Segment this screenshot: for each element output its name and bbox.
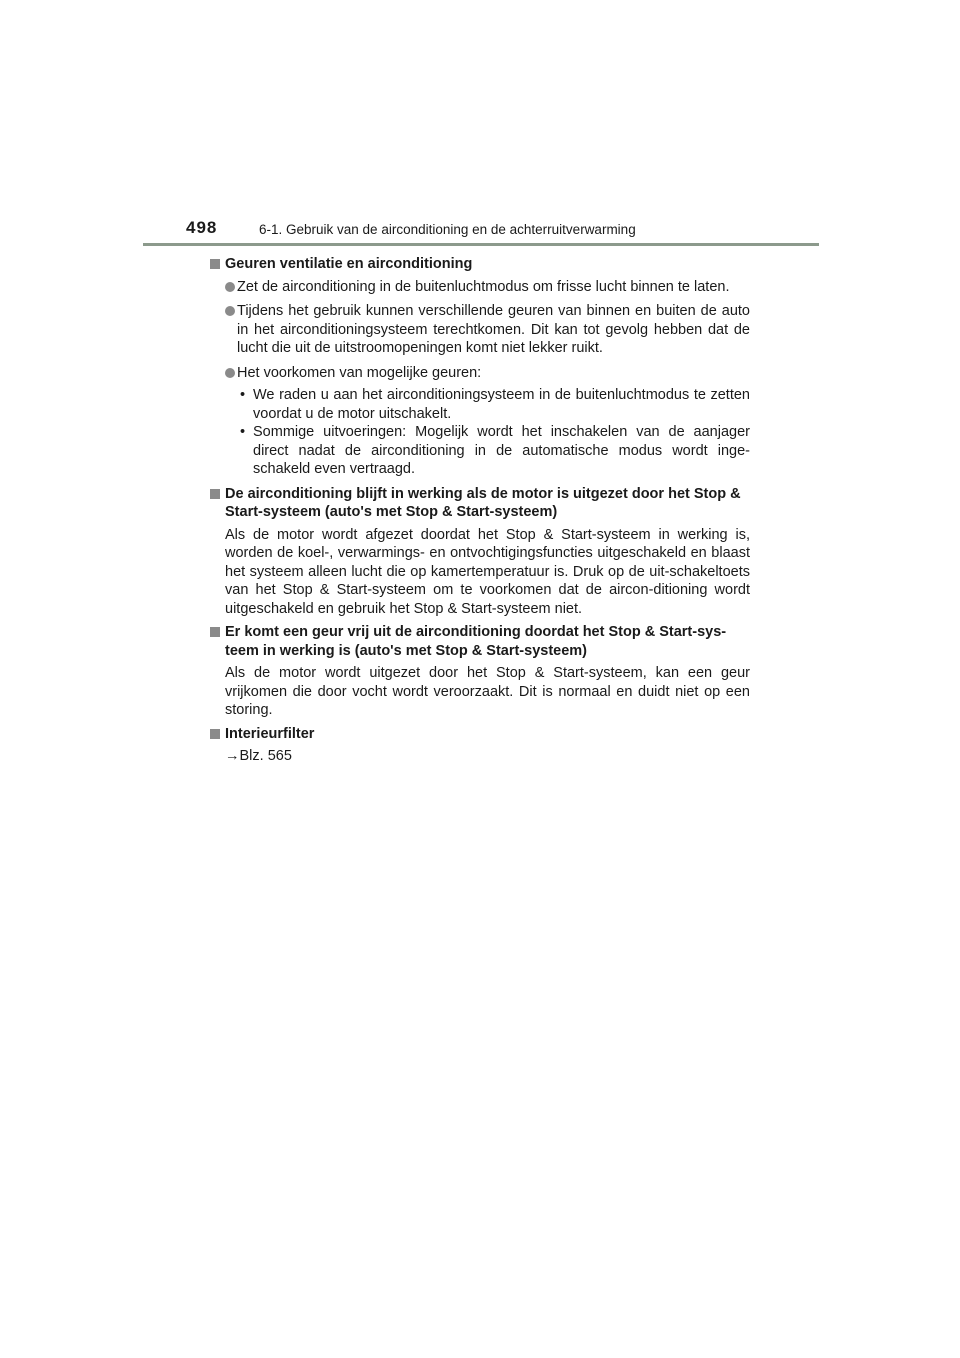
section-heading-odor-stop-start: Er komt een geur vrij uit de airconditioning doordat het Stop & Start-sys-teem in werking is (auto's met Stop & Start-systeem) <box>210 623 750 660</box>
page-number: 498 <box>186 218 218 237</box>
square-bullet-icon <box>210 259 220 269</box>
bullet-item: Zet de airconditioning in de buitenluchtmodus om frisse lucht binnen te laten. <box>210 278 750 297</box>
dot-bullet-icon: • <box>240 424 246 440</box>
square-bullet-icon <box>210 729 220 739</box>
header-divider <box>143 243 819 246</box>
sub-item: • We raden u aan het airconditioningsysteem in de buitenluchtmodus te zetten voordat u de motor uitschakelt. <box>240 387 750 422</box>
section-body: Als de motor wordt uitgezet door het Stop & Start-systeem, kan een geur vrijkomen die door vocht wordt veroorzaakt. Dit is normaal en duidt niet op een storing. <box>225 665 750 718</box>
bullet-item: Tijdens het gebruik kunnen verschillende geuren van binnen en buiten de auto in het airconditioningsysteem terechtkomen. Dit kan tot gevolg hebben dat de lucht die uit de uitstroomopeningen komt niet lekker ruikt. <box>210 302 750 358</box>
chapter-title: 6-1. Gebruik van de airconditioning en de achterruitverwarming <box>259 222 636 237</box>
bullet-item: Het voorkomen van mogelijke geuren: <box>210 364 750 383</box>
page-header <box>0 0 960 250</box>
square-bullet-icon <box>210 489 220 499</box>
section-heading-filter: Interieurfilter <box>210 725 750 744</box>
page-content <box>210 255 750 766</box>
circle-bullet-icon <box>225 282 235 292</box>
section-heading-odors: Geuren ventilatie en airconditioning <box>210 255 750 274</box>
square-bullet-icon <box>210 627 220 637</box>
sub-item: • Sommige uitvoeringen: Mogelijk wordt het inschakelen van de aanjager direct nadat de airconditioning in de automatische modus wordt inge-schakeld even vertraagd. <box>240 424 750 477</box>
section-body: Als de motor wordt afgezet doordat het Stop & Start-systeem in werking is, worden de koel-, verwarmings- en ontvochtigingsfuncties uitgeschakeld en blaast het systeem alleen lucht die op kamertemperatuur is. Druk op de uit-schakeltoets van het Stop & Start-systeem om te voorkomen dat de aircon-ditioning wordt uitgeschakeld en gebruik het Stop & Start-systeem niet. <box>225 526 750 617</box>
circle-bullet-icon <box>225 368 235 378</box>
page-reference-link[interactable]: →Blz. 565 <box>225 748 292 764</box>
circle-bullet-icon <box>225 306 235 316</box>
sub-list <box>210 386 750 479</box>
dot-bullet-icon: • <box>240 387 246 403</box>
section-heading-stop-start: De airconditioning blijft in werking als de motor is uitgezet door het Stop & Start-systeem (auto's met Stop & Start-systeem) <box>210 485 750 522</box>
